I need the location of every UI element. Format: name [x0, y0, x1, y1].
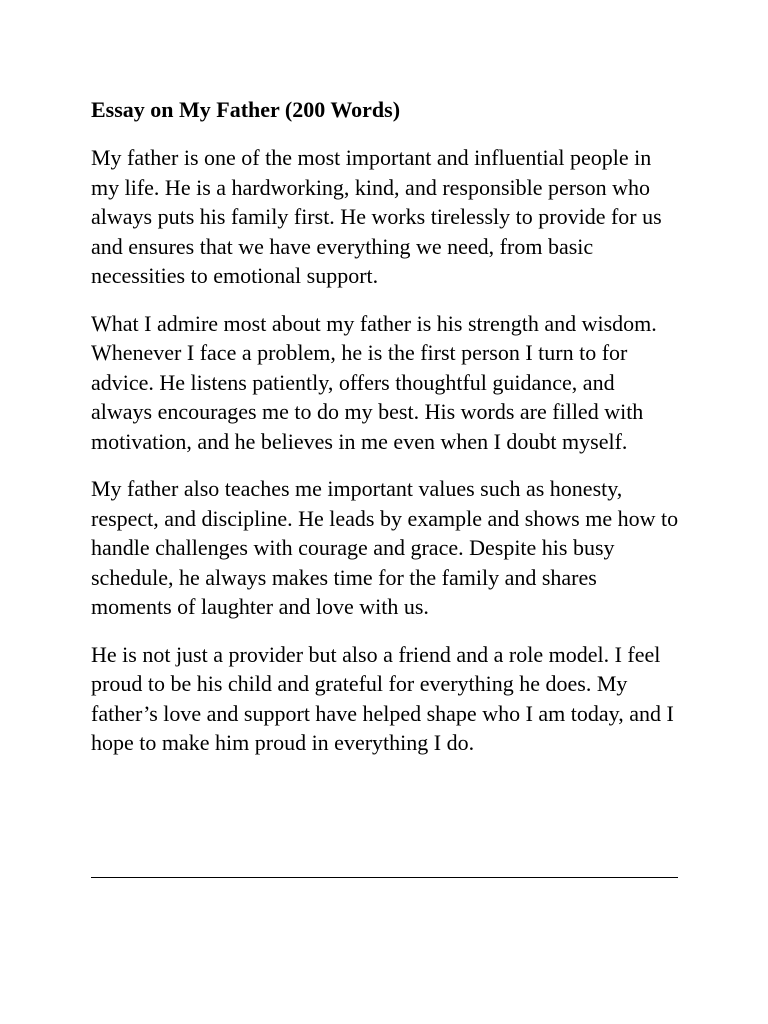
essay-paragraph-1: My father is one of the most important and influential people in my life. He is a hardworking, kind, and responsible person who always puts his family first. He works tirelessly to provide for us and ensures that we have everything we need, from basic necessities to emotional support. [91, 145, 662, 288]
document-page [91, 95, 681, 776]
essay-title: Essay on My Father (200 Words) [91, 97, 401, 122]
bottom-divider [91, 877, 678, 878]
essay-paragraph-3: My father also teaches me important values such as honesty, respect, and discipline. He leads by example and shows me how to handle challenges with courage and grace. Despite his busy schedule, he always makes time for the family and shares moments of laughter and love with us. [91, 476, 679, 619]
essay-paragraph-2: What I admire most about my father is his strength and wisdom. Whenever I face a problem, he is the first person I turn to for advice. He listens patiently, offers thoughtful guidance, and always encourages me to do my best. His words are filled with motivation, and he believes in me even when I doubt myself. [91, 310, 657, 454]
essay-paragraph-4: He is not just a provider but also a friend and a role model. I feel proud to be his child and grateful for everything he does. My father’s love and support have helped shape who I am today, and I hope to make him proud in everything I do. [91, 641, 674, 755]
